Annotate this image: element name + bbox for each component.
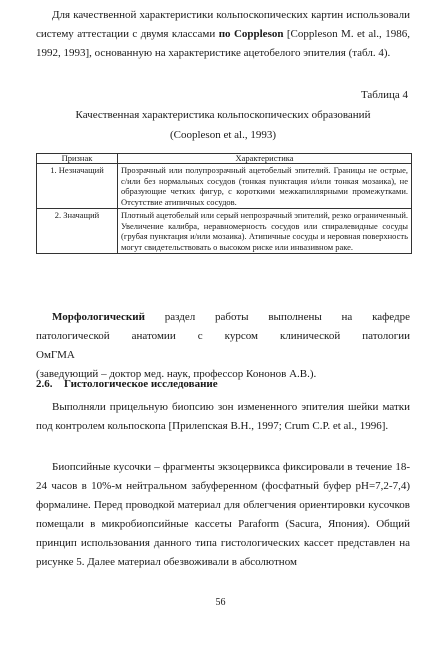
table-caption-source: (Coopleson et al., 1993) xyxy=(169,129,276,141)
paragraph-text: раздел работы выполнены на кафедре патологической анатомии с курсом клинической патологии ОмГМА xyxy=(36,311,410,361)
page-number: 56 xyxy=(215,597,226,608)
paragraph-fixation: Биопсийные кусочки – фрагменты экзоцервикса фиксировали в течение 18-24 часов в 10%-м нейтральном забуференном (фосфатный буфер pH=7,2-7,4) формалине. Перед проводкой материал для облегчения ориентировки кусочков помещали в микробиопсийные кассеты Paraform (Sacura, Япония). Общий принцип использования данного типа гистологических кассет представлен на рисунке 5. Далее материал обезвоживали в абсолютном xyxy=(36,461,410,568)
table-cell-description: Прозрачный или полупрозрачный ацетобелый эпителий. Границы не острые, с/или без нормальных сосудов (тонкая пунктация и/или тонкая мозаика), не образующие четких фигур, с короткими межкапиллярными промежутками. Отсутствие атипичных сосудов. xyxy=(118,164,412,209)
table-header-row xyxy=(37,154,412,164)
column-header-characteristic: Характеристика xyxy=(118,154,412,164)
paragraph-biopsy: Выполняли прицельную биопсию зон измененного эпителия шейки матки под контролем кольпоскопа [Прилепская В.Н., 1997; Crum C.P. et al., 1996]. xyxy=(36,401,410,432)
table-cell-grade: 2. Значащий xyxy=(37,209,118,254)
bold-term-morphological: Морфологический xyxy=(52,311,145,323)
table-number-label: Таблица 4 xyxy=(360,89,408,101)
table-row xyxy=(37,209,412,254)
table-cell-grade: 1. Незначащий xyxy=(37,164,118,209)
table-row xyxy=(37,164,412,209)
table-caption: Качественная характеристика кольпоскопических образований xyxy=(75,109,371,121)
column-header-feature: Признак xyxy=(37,154,118,164)
paragraph-text: Для качественной характеристики кольпоскопических картин использовали систему аттестации с двумя классами xyxy=(36,9,410,40)
colposcopy-characteristics-table xyxy=(36,153,412,254)
bold-term-coppleson: по Coppleson xyxy=(218,28,284,40)
paragraph-morphology-department xyxy=(36,308,410,384)
section-title: Гистологическое исследование xyxy=(64,378,218,390)
paragraph-coppleson-system xyxy=(36,6,410,63)
paragraph-text: [Coppleson M. et al., 1986, 1992, 1993], основанную на характеристике ацетобелого эпителия (табл. 4). xyxy=(36,28,410,59)
paragraph-text: (заведующий – доктор мед. наук, профессор Кононов А.В.). xyxy=(36,368,317,380)
section-number: 2.6. xyxy=(36,378,53,390)
section-heading xyxy=(36,378,218,390)
table-cell-description: Плотный ацетобелый или серый непрозрачный эпителий, резко ограниченный. Увеличение калибра, неравномерность сосудов или спиралевидные сосуды (грубая пунктация и/или мозаика). Атипичные сосуды и неровная поверхность могут свидетельствовать о высоком риске или инвазивном раке. xyxy=(118,209,412,254)
